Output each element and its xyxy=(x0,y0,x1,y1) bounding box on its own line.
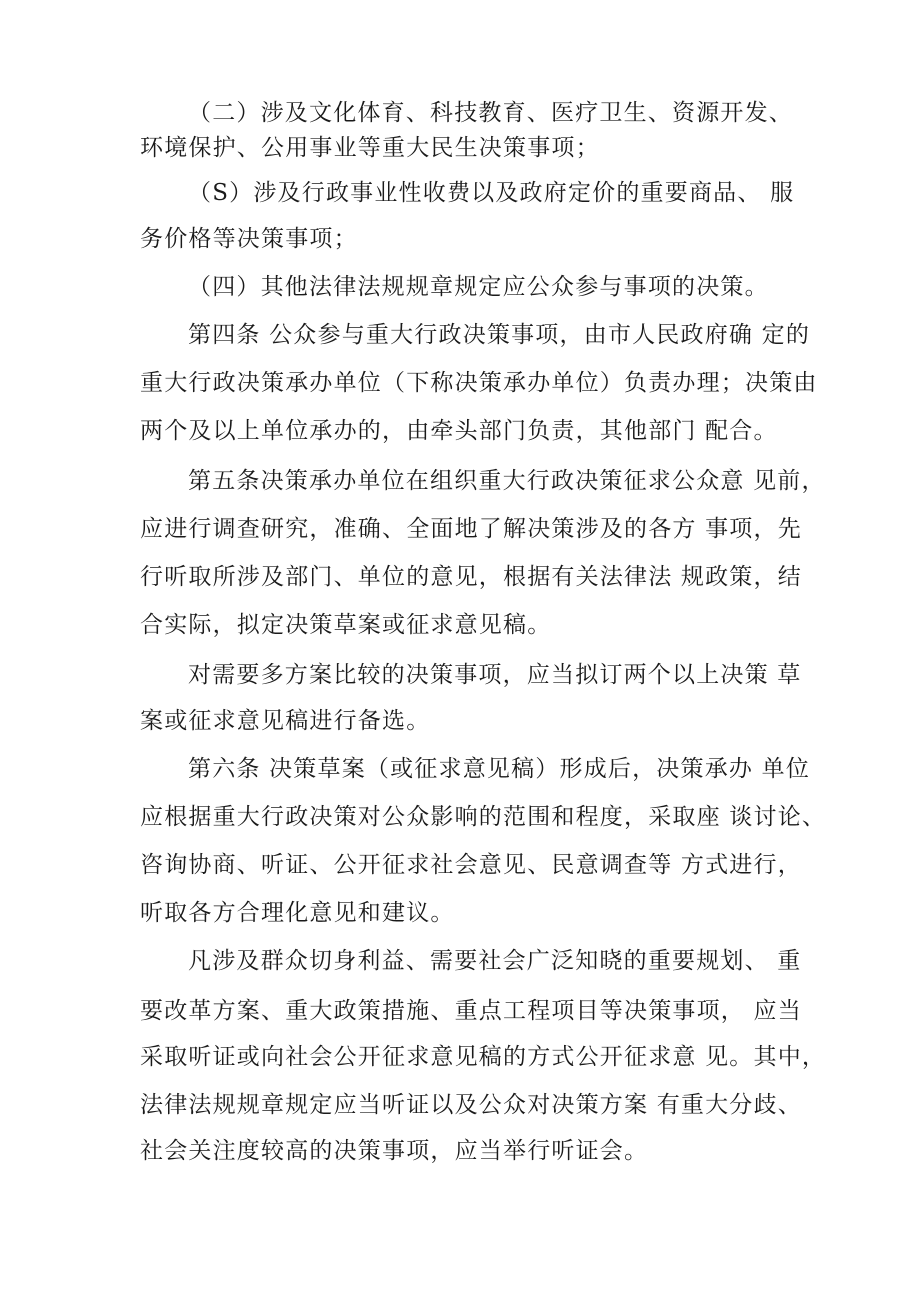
text-line: （四）其他法律法规规章规定应公众参与事项的决策。 xyxy=(188,274,769,300)
text-line: 务价格等决策事项； xyxy=(140,226,358,252)
text-line: 案或征求意见稿进行备选。 xyxy=(140,708,431,734)
text-line: 法律法规规章规定应当听证以及公众对决策方案 有重大分歧、 xyxy=(140,1092,802,1118)
text-line: 行听取所涉及部门、单位的意见，根据有关法律法 规政策，结 xyxy=(140,564,802,590)
text-line: 两个及以上单位承办的，由牵头部门负责，其他部门 配合。 xyxy=(140,418,778,444)
text-line: 听取各方合理化意见和建议。 xyxy=(140,900,455,926)
text-line: 合实际，拟定决策草案或征求意见稿。 xyxy=(140,612,552,638)
text-line: 应根据重大行政决策对公众影响的范围和程度，采取座 谈讨论、 xyxy=(140,804,827,830)
text-line: 咨询协商、听证、公开征求社会意见、民意调查等 方式进行， xyxy=(140,852,802,878)
text-line: 社会关注度较高的决策事项，应当举行听证会。 xyxy=(140,1138,649,1164)
text-line: 第四条 公众参与重大行政决策事项，由市人民政府确 定的 xyxy=(188,322,811,348)
text-line: 凡涉及群众切身利益、需要社会广泛知晓的重要规划、 重 xyxy=(188,948,802,974)
text-line: 对需要多方案比较的决策事项，应当拟订两个以上决策 草 xyxy=(188,662,802,688)
text-line: 第五条决策承办单位在组织重大行政决策征求公众意 见前， xyxy=(188,468,826,494)
text-line: （S）涉及行政事业性收费以及政府定价的重要商品、 服 xyxy=(188,180,795,206)
text-line: 环境保护、公用事业等重大民生决策事项； xyxy=(140,135,600,161)
text-line: 采取听证或向社会公开征求意见稿的方式公开征求意 见。其中， xyxy=(140,1044,827,1070)
text-line: 第六条 决策草案（或征求意见稿）形成后，决策承办 单位 xyxy=(188,756,811,782)
text-line: 应进行调查研究，准确、全面地了解决策涉及的各方 事项，先 xyxy=(140,516,802,542)
text-line: 重大行政决策承办单位（下称决策承办单位）负责办理；决策由 xyxy=(140,370,818,396)
text-line: 要改革方案、重大政策措施、重点工程项目等决策事项， 应当 xyxy=(140,998,802,1024)
text-line: （二）涉及文化体育、科技教育、医疗卫生、资源开发、 xyxy=(188,100,793,126)
